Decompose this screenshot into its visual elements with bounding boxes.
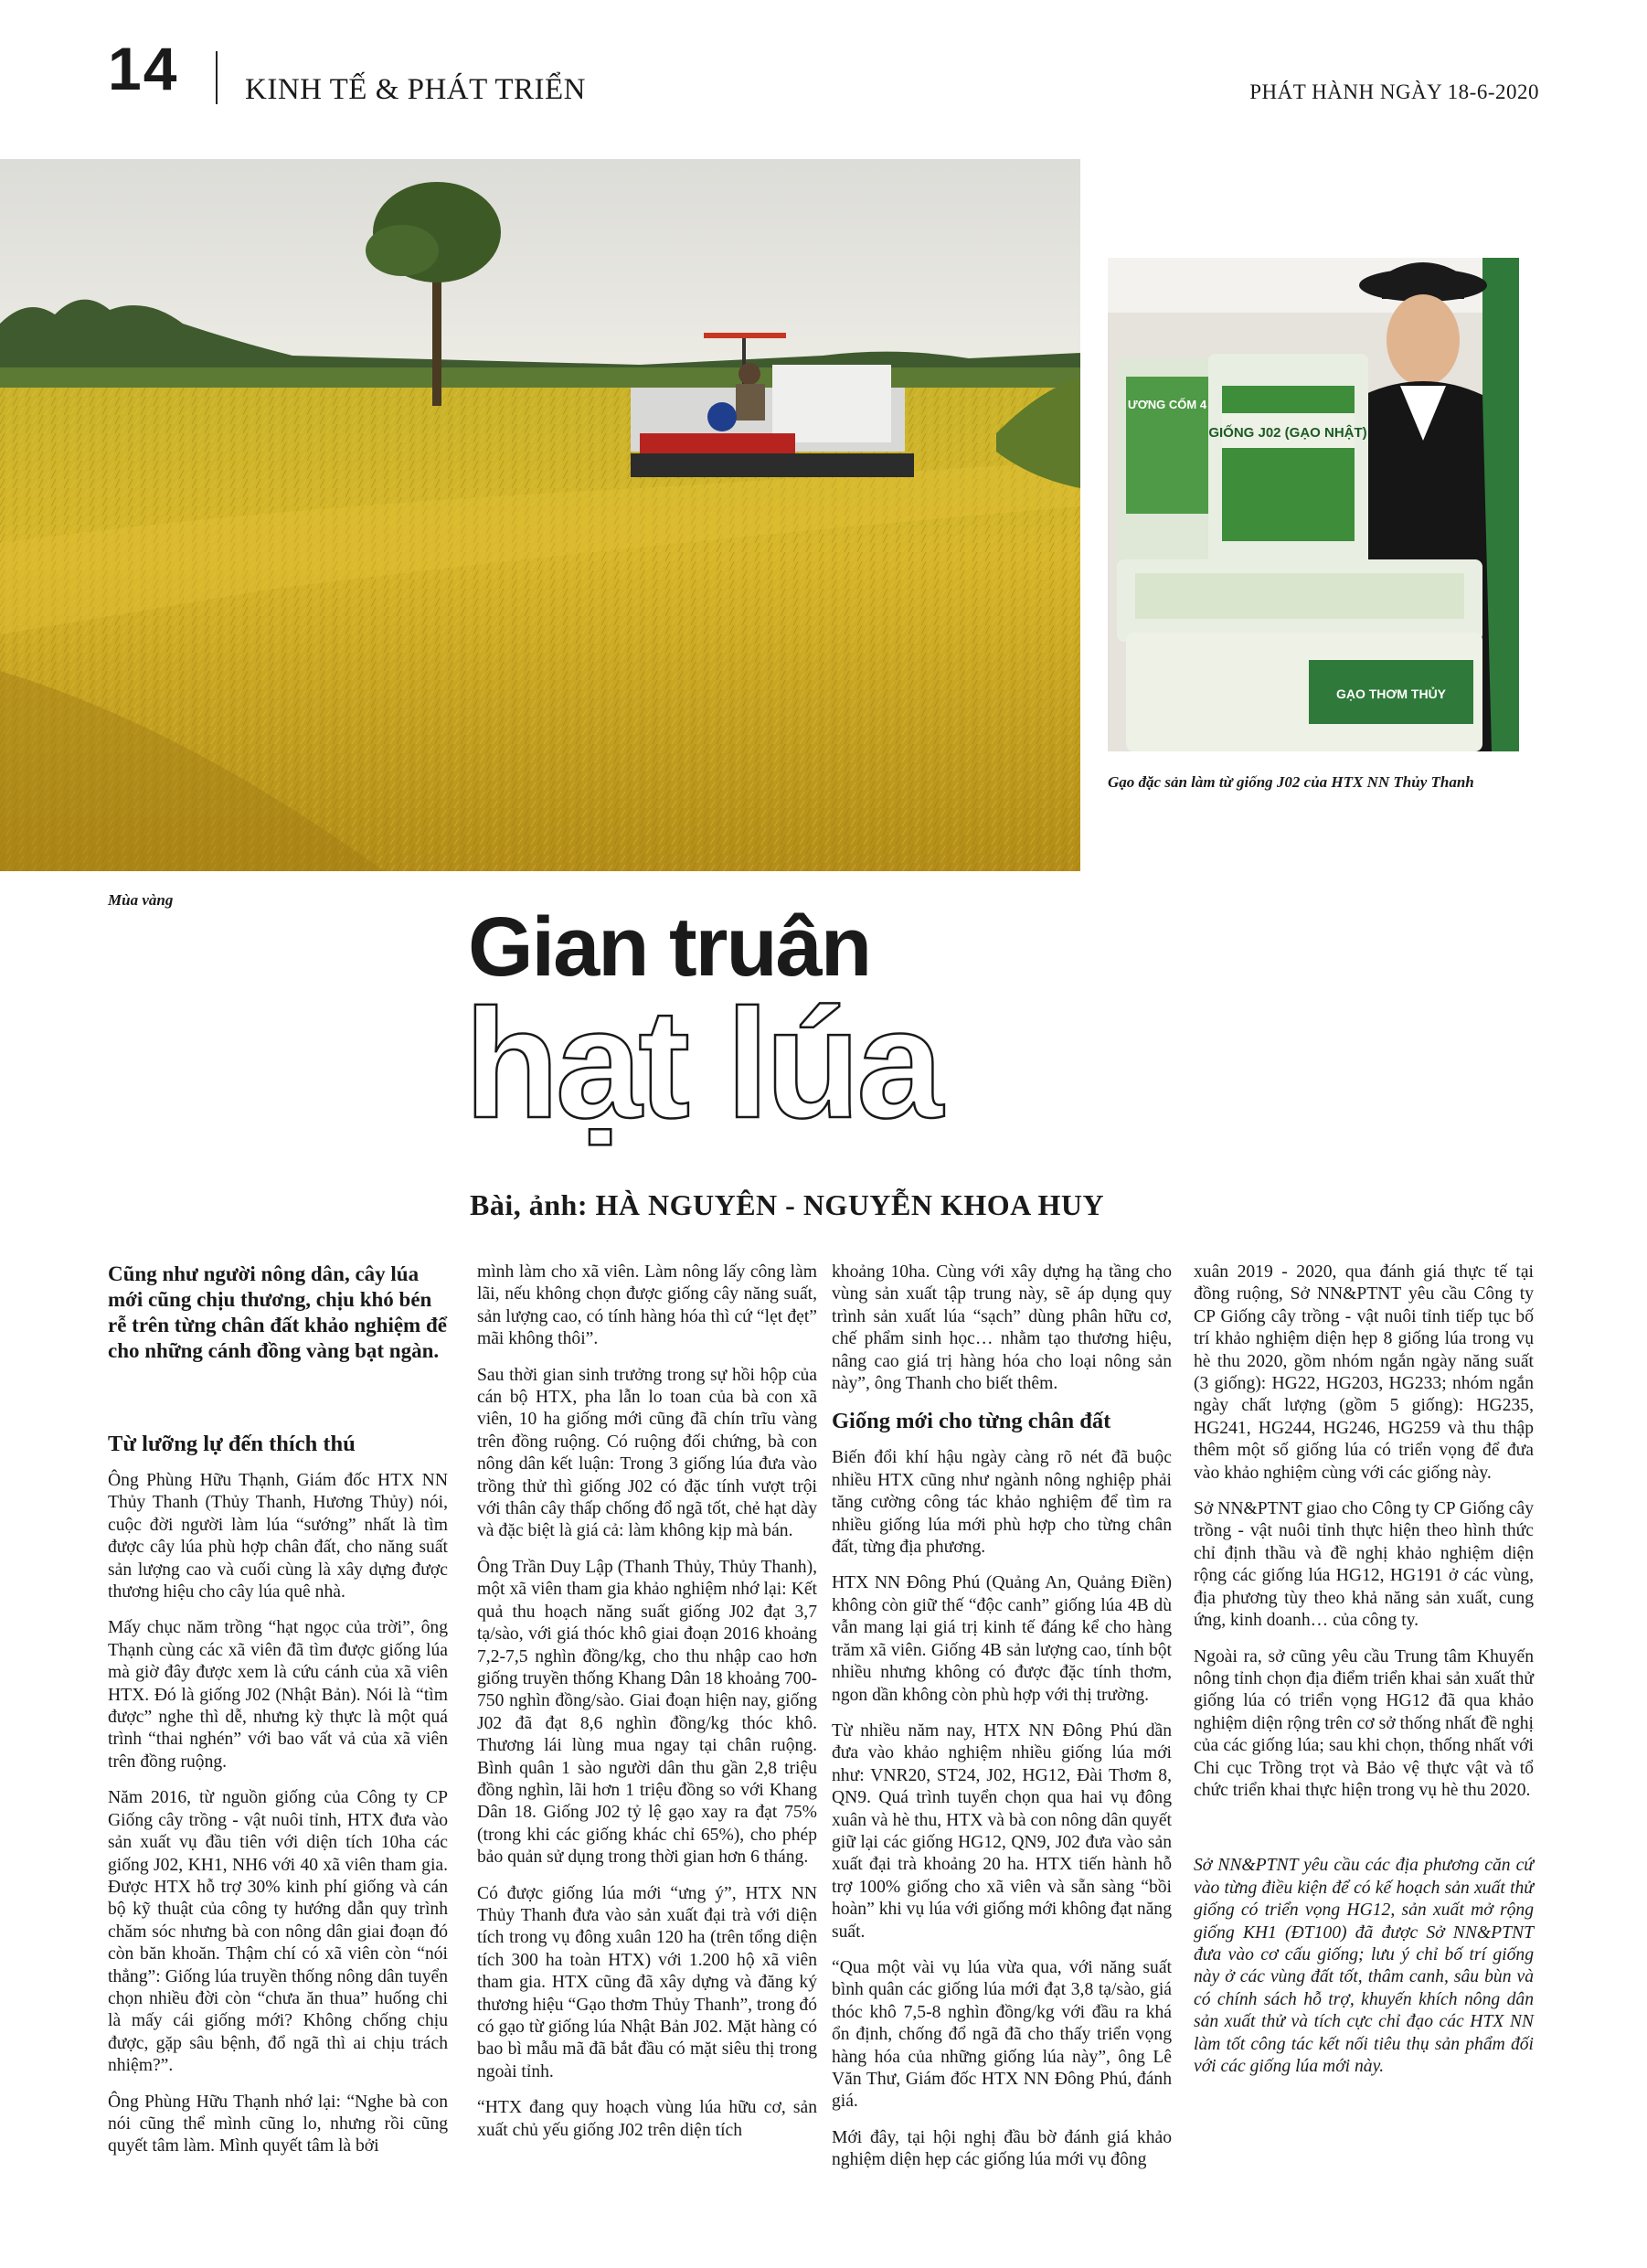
paragraph: Có được giống lúa mới “ưng ý”, HTX NN Thủy Thanh đưa vào sản xuất đại trà với diện tích trong vụ đông xuân 120 ha (trên tổng diện tích 300 ha toàn HTX) với 1.200 hộ xã viên tham gia. HTX cũng đã xây dựng và đăng ký thương hiệu “Gạo thơm Thủy Thanh”, trong đó có gạo từ giống lúa Nhật Bản J02. Mặt hàng có bao bì mẫu mã đã bắt đầu có mặt siêu thị trong ngoài tỉnh.: [477, 1883, 817, 2082]
paragraph: Ngoài ra, sở cũng yêu cầu Trung tâm Khuyến nông tỉnh chọn địa điểm triển khai sản xuất thử giống lúa có triển vọng HG12 đã qua khảo nghiệm diện rộng trên cơ sở thống nhất đề nghị của các giống lúa; sau khi chọn, thống nhất với Chi cục Trồng trọt và Bảo vệ thực vật và tổ chức triển khai thực hiện trong vụ hè thu 2020.: [1194, 1646, 1534, 1800]
bag-label-thom: GẠO THƠM THỦY: [1335, 687, 1447, 701]
photo-rice-field: [0, 159, 1080, 871]
paragraph: Từ nhiều năm nay, HTX NN Đông Phú dần đưa vào khảo nghiệm nhiều giống lúa mới như: VNR20, ST24, J02, HG12, Đài Thơm 8, QN9. Quá trình tuyển chọn qua hai vụ đông xuân và hè thu, HTX và bà con nông dân quyết giữ lại các giống HG12, QN9, J02 đưa vào sản xuất đại trà khoảng 20 ha. HTX tiến hành hỗ trợ 100% giống cho xã viên và sẵn sàng “bồi hoàn” khi vụ lúa với giống mới không đạt năng suất.: [832, 1720, 1172, 1942]
paragraph: Mấy chục năm trồng “hạt ngọc của trời”, ông Thạnh cùng các xã viên đã tìm được giống lúa mà giờ đây được xem là cứu cánh của xã viên HTX. Đó là giống J02 (Nhật Bản). Nói là “tìm được” nghe thì dễ, nhưng kỳ thực là một quá trình “thai nghén” với bao vất vả của xã viên trên đồng ruộng.: [108, 1618, 448, 1772]
bag-label-j02: GIỐNG J02 (GẠO NHẬT): [1208, 425, 1367, 441]
photo-caption-rice: Gạo đặc sản làm từ giống J02 của HTX NN Thủy Thanh: [1108, 773, 1474, 791]
paragraph: Sau thời gian sinh trưởng trong sự hồi hộp của cán bộ HTX, pha lẫn lo toan của bà con xã viên, 10 ha giống mới cũng đã chín trĩu vàng trên đồng ruộng. Có ruộng đối chứng, bà con nông dân kết luận: Trong 3 giống lúa đưa vào trồng thử thì giống J02 có đặc tính vượt trội với thân cây thấp chống đổ ngã tốt, chẻ hạt dày và đặc biệt là giá cả: làm không kịp mà bán.: [477, 1365, 817, 1541]
header-divider: [216, 51, 218, 104]
paragraph: mình làm cho xã viên. Làm nông lấy công làm lãi, nếu không chọn được giống cây năng suất, sản lượng cao, có tính hàng hóa thì cứ “lẹt đẹt” mãi không thôi”.: [477, 1262, 817, 1349]
article-column-4: [1194, 1262, 1534, 2092]
article-byline: Bài, ảnh: HÀ NGUYÊN - NGUYỄN KHOA HUY: [470, 1188, 1105, 1221]
page-number: 14: [108, 35, 179, 102]
article-title-line1: Gian truân: [468, 900, 871, 994]
photo-rice-bags: [1108, 258, 1519, 751]
paragraph: “HTX đang quy hoạch vùng lúa hữu cơ, sản xuất chủ yếu giống J02 trên diện tích: [477, 2098, 817, 2140]
paragraph: Ông Phùng Hữu Thạnh, Giám đốc HTX NN Thủy Thanh (Thủy Thanh, Hương Thủy) nói, cuộc đời người làm lúa “sướng” nhất là tìm được cây lúa phù hợp chân đất, cho năng suất sản lượng cao và cuối cùng là xây dựng được thương hiệu cho cây lúa quê nhà.: [108, 1471, 448, 1603]
paragraph: Ông Trần Duy Lập (Thanh Thủy, Thủy Thanh), một xã viên tham gia khảo nghiệm nhớ lại: Kết quả thu hoạch năng suất giống J02 đạt 3,7 tạ/sào, với giá thóc khô giai đoạn 2016 khoảng 7,2-7,5 nghìn đồng/kg, cho thu nhập cao hơn giống truyền thống Khang Dân 18 khoảng 700-750 nghìn đồng/sào. Giai đoạn hiện nay, giống J02 đã đạt 8,6 nghìn đồng/kg thóc khô. Thương lái lùng mua ngay tại chân ruộng. Bình quân 1 sào người dân thu gần 2,8 triệu đồng nghìn, lãi hơn 1 triệu đồng so với Khang Dân 18. Giống J02 tỷ lệ gạo xay ra đạt 75% (trong khi các giống khác chỉ 65%), cho phép bảo quản sử dụng trong thời gian hơn 6 tháng.: [477, 1557, 817, 1868]
article-column-1: [108, 1262, 448, 2172]
paragraph: Ông Phùng Hữu Thạnh nhớ lại: “Nghe bà con nói cũng thể mình cũng lo, nhưng rồi cũng quyết tâm làm. Mình quyết tâm là bởi: [108, 2092, 448, 2156]
subheading-1: Từ lưỡng lự đến thích thú: [108, 1432, 356, 1456]
paragraph: xuân 2019 - 2020, qua đánh giá thực tế tại đồng ruộng, Sở NN&PTNT yêu cầu Công ty CP Giống cây trồng - vật nuôi tỉnh tiếp tục bố trí khảo nghiệm diện hẹp 8 giống lúa trong vụ hè thu 2020, gồm nhóm ngắn ngày năng suất (3 giống): HG22, HG203, HG233; nhóm ngắn ngày chất lượng (gồm 5 giống): HG235, HG241, HG244, HG246, HG259 và thu thập thêm một số giống lúa có triển vọng để đưa vào khảo nghiệm cùng với các giống này.: [1194, 1262, 1534, 1483]
article-sapo: Cũng như người nông dân, cây lúa mới cũng chịu thương, chịu khó bén rễ trên từng chân đất khảo nghiệm để cho những cánh đồng vàng bạt ngàn.: [108, 1262, 447, 1362]
paragraph: Sở NN&PTNT giao cho Công ty CP Giống cây trồng - vật nuôi tỉnh thực hiện theo hình thức chỉ định thầu và đề nghị khảo nghiệm diện rộng các giống lúa HG12, HG191 ở các vùng, địa phương tùy theo khả năng sản xuất, cung ứng, kinh doanh… của công ty.: [1194, 1499, 1534, 1631]
bag-label-com: ƯƠNG CỐM 4: [1127, 398, 1207, 411]
article-column-3: [832, 1262, 1172, 2186]
article-column-2: [477, 1262, 817, 2156]
italic-note: Sở NN&PTNT yêu cầu các địa phương căn cứ vào từng điều kiện để có kế hoạch sản xuất thử giống có triển vọng HG12, sản xuất mở rộng giống KH1 (ĐT100) đã được Sở NN&PTNT đưa vào cơ cấu giống; lưu ý chỉ bố trí giống này ở các vùng đất tốt, thâm canh, sâu bùn và có chính sách hỗ trợ, khuyến khích nông dân sản xuất thử và tích cực chỉ đạo các HTX NN làm tốt công tác kết nối tiêu thụ sản phẩm đối với các giống lúa mới này.: [1194, 1856, 1534, 2076]
release-date: PHÁT HÀNH NGÀY 18-6-2020: [1249, 80, 1539, 103]
paragraph: Năm 2016, từ nguồn giống của Công ty CP Giống cây trồng - vật nuôi tỉnh, HTX đưa vào sản xuất vụ đầu tiên với diện tích 10ha các giống J02, KH1, NH6 với 40 xã viên tham gia. Được HTX hỗ trợ 30% kinh phí giống và cán bộ kỹ thuật của công ty hướng dẫn quy trình chăm sóc nhưng bà con nông dân giai đoạn đó còn băn khoăn. Thậm chí có xã viên còn “nói thẳng”: Giống lúa truyền thống nông dân tuyển chọn nhiều đời còn “chưa ăn thua” huống chi là mấy cái giống mới? Không chống chịu được, gặp sâu bệnh, đổ ngã thì ai chịu trách nhiệm?”.: [108, 1788, 448, 2076]
paragraph: Mới đây, tại hội nghị đầu bờ đánh giá khảo nghiệm diện hẹp các giống lúa mới vụ đông: [832, 2127, 1172, 2170]
paragraph: khoảng 10ha. Cùng với xây dựng hạ tầng cho vùng sản xuất tập trung này, sẽ áp dụng quy trình sản xuất lúa “sạch” dùng phân hữu cơ, chế phẩm sinh học… nhằm tạo thương hiệu, nâng cao giá trị hàng hóa cho loại nông sản này”, ông Thanh cho biết thêm.: [832, 1262, 1172, 1394]
article-title-line2: hạt lúa: [464, 977, 940, 1151]
section-title: KINH TẾ & PHÁT TRIỂN: [245, 73, 586, 106]
photo-caption-main: Mùa vàng: [108, 891, 174, 909]
paragraph: HTX NN Đông Phú (Quảng An, Quảng Điền) không còn giữ thế “độc canh” giống lúa 4B dù vẫn mang lại giá trị kinh tế đáng kể cho hàng trăm xã viên. Giống 4B sản lượng cao, tính bột nhiều nhưng không có được đặc tính thơm, ngon dần không còn phù hợp với thị trường.: [832, 1573, 1172, 1705]
paragraph: Biến đổi khí hậu ngày càng rõ nét đã buộc nhiều HTX cũng như ngành nông nghiệp phải tăng cường công tác khảo nghiệm để tìm ra nhiều giống lúa mới phù hợp cho từng chân đất, từng địa phương.: [832, 1448, 1172, 1558]
paragraph: “Qua một vài vụ lúa vừa qua, với năng suất bình quân các giống lúa mới đạt 3,8 tạ/sào, giá thóc khô 7,5-8 nghìn đồng/kg với đầu ra khá ổn định, chống đổ ngã đã cho thấy triển vọng hàng hóa của những giống lúa này”, ông Lê Văn Thư, Giám đốc HTX NN Đông Phú, đánh giá.: [832, 1957, 1172, 2112]
subheading-2: Giống mới cho từng chân đất: [832, 1409, 1111, 1434]
